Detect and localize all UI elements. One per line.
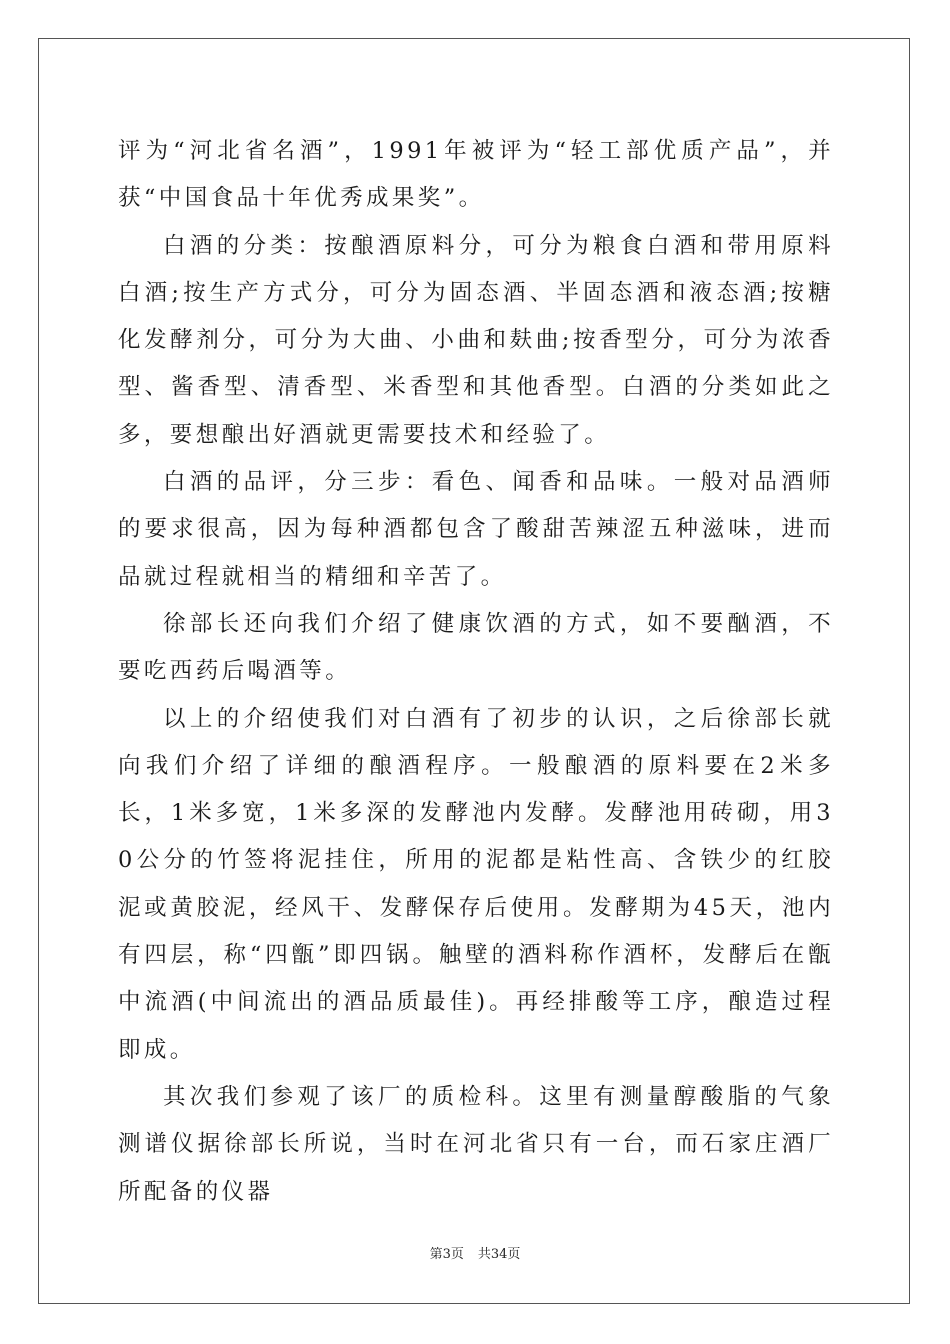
paragraph-healthy-drinking: 徐部长还向我们介绍了健康饮酒的方式，如不要酗酒，不要吃西药后喝酒等。 — [118, 610, 834, 685]
page-number: 第3页 — [429, 1247, 464, 1262]
page-footer — [0, 1243, 950, 1262]
paragraph-continued: 评为“河北省名酒”，1991年被评为“轻工部优质产品”，并获“中国食品十年优秀成果奖”。 — [118, 138, 834, 212]
page-total: 共34页 — [477, 1247, 521, 1262]
document-body — [118, 128, 834, 1216]
paragraph-classification: 白酒的分类：按酿酒原料分，可分为粮食白酒和带用原料白酒;按生产方式分，可分为固态酒、半固态酒和液态酒;按糖化发酵剂分，可分为大曲、小曲和麸曲;按香型分，可分为浓香型、酱香型、清香型、米香型和其他香型。白酒的分类如此之多，要想酿出好酒就更需要技术和经验了。 — [118, 232, 834, 448]
paragraph-quality-inspection: 其次我们参观了该厂的质检科。这里有测量醇酸脂的气象测谱仪据徐部长所说，当时在河北省只有一台，而石家庄酒厂所配备的仪器 — [118, 1083, 834, 1205]
paragraph-brewing-process: 以上的介绍使我们对白酒有了初步的认识，之后徐部长就向我们介绍了详细的酿酒程序。一般酿酒的原料要在2米多长，1米多宽，1米多深的发酵池内发酵。发酵池用砖砌，用30公分的竹签将泥挂住，所用的泥都是粘性高、含铁少的红胶泥或黄胶泥，经风干、发酵保存后使用。发酵期为45天，池内有四层，称“四甑”即四锅。触壁的酒料称作酒杯，发酵后在甑中流酒(中间流出的酒品质最佳)。再经排酸等工序，酿造过程即成。 — [118, 705, 834, 1063]
paragraph-tasting: 白酒的品评，分三步：看色、闻香和品味。一般对品酒师的要求很高，因为每种酒都包含了酸甜苦辣涩五种滋味，进而品就过程就相当的精细和辛苦了。 — [118, 469, 834, 590]
